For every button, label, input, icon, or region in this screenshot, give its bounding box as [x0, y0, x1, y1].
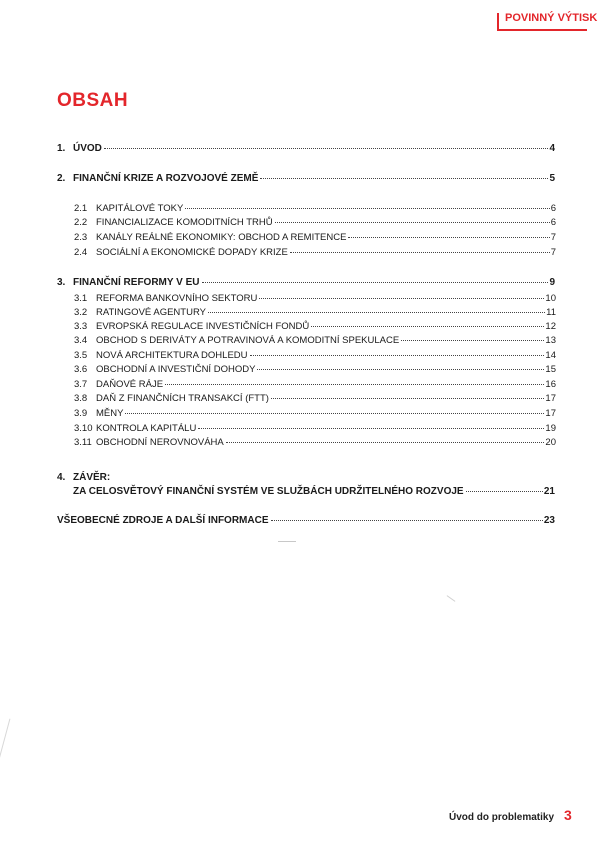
dot-leader	[125, 413, 544, 414]
toc-number: 3.5	[74, 350, 88, 361]
toc-label: REFORMA BANKOVNÍHO SEKTORU	[96, 293, 258, 304]
toc-label: ZA CELOSVĚTOVÝ FINANČNÍ SYSTÉM VE SLUŽBÁCH UDRŽITELNÉHO ROZVOJE	[73, 486, 464, 497]
toc-number: 3.8	[74, 393, 88, 404]
toc-label: DAŇOVÉ RÁJE	[96, 379, 164, 390]
dot-leader	[311, 326, 544, 327]
footer-section-title: Úvod do problematiky	[449, 812, 555, 823]
dot-leader	[271, 520, 543, 521]
toc-label: FINANČNÍ REFORMY V EU	[73, 277, 200, 288]
toc-label: ZÁVĚR:	[73, 472, 111, 483]
toc-label: MĚNY	[96, 408, 124, 419]
toc-subentry[interactable]	[74, 321, 556, 332]
scan-mark	[0, 719, 10, 760]
toc-label: OBCHOD S DERIVÁTY A POTRAVINOVÁ A KOMODITNÍ SPEKULACE	[96, 335, 400, 346]
toc-subentry[interactable]	[74, 335, 556, 346]
toc-page: 10	[545, 293, 556, 304]
toc-label: FINANČNÍ KRIZE A ROZVOJOVÉ ZEMĚ	[73, 173, 259, 184]
toc-number: 1.	[57, 143, 66, 154]
toc-page: 13	[545, 335, 556, 346]
toc-page: 9	[549, 277, 555, 288]
toc-subentry[interactable]	[74, 437, 556, 448]
toc-number: 3.7	[74, 379, 88, 390]
toc-entry-krize[interactable]	[57, 173, 555, 184]
dot-leader	[259, 298, 544, 299]
toc-page: 16	[545, 379, 556, 390]
toc-number: 3.4	[74, 335, 88, 346]
toc-number: 2.	[57, 173, 66, 184]
dot-leader	[348, 237, 549, 238]
dot-leader	[250, 355, 545, 356]
toc-subentry[interactable]	[74, 364, 556, 375]
toc-subentry[interactable]	[74, 408, 556, 419]
toc-label: VŠEOBECNÉ ZDROJE A DALŠÍ INFORMACE	[57, 515, 269, 526]
toc-label: NOVÁ ARCHITEKTURA DOHLEDU	[96, 350, 248, 361]
toc-page: 7	[550, 247, 556, 258]
toc-page: 15	[545, 364, 556, 375]
dot-leader	[104, 148, 549, 149]
toc-entry-zaver-heading	[57, 472, 110, 483]
toc-entry-uvod[interactable]	[57, 143, 555, 154]
toc-page: 4	[549, 143, 555, 154]
page-number: 3	[564, 807, 572, 823]
dot-leader	[290, 252, 550, 253]
toc-number: 3.6	[74, 364, 88, 375]
toc-page: 19	[545, 423, 556, 434]
dot-leader	[466, 491, 543, 492]
scan-mark	[278, 541, 296, 542]
toc-number: 2.4	[74, 247, 88, 258]
page-title: OBSAH	[57, 90, 129, 111]
toc-page: 17	[545, 408, 556, 419]
scan-mark	[447, 595, 456, 602]
toc-number: 2.3	[74, 232, 88, 243]
toc-subentry[interactable]	[74, 293, 556, 304]
toc-number: 3.10	[74, 423, 93, 434]
toc-number: 3.11	[74, 437, 92, 448]
toc-subentry[interactable]	[74, 423, 556, 434]
toc-page: 6	[550, 217, 556, 228]
toc-page: 14	[545, 350, 556, 361]
dot-leader	[257, 369, 544, 370]
toc-label: KONTROLA KAPITÁLU	[96, 423, 197, 434]
toc-label: KANÁLY REÁLNÉ EKONOMIKY: OBCHOD A REMITENCE	[96, 232, 347, 243]
toc-number: 3.3	[74, 321, 88, 332]
toc-subentry[interactable]	[74, 350, 556, 361]
toc-entry-zdroje[interactable]	[57, 515, 555, 526]
toc-page: 6	[550, 203, 556, 214]
toc-page: 11	[546, 307, 556, 318]
toc-number: 3.1	[74, 293, 88, 304]
toc-label: FINANCIALIZACE KOMODITNÍCH TRHŮ	[96, 217, 273, 228]
toc-page: 20	[545, 437, 556, 448]
stamp-text: POVINNÝ VÝTISK	[505, 12, 598, 24]
dot-leader	[260, 178, 548, 179]
toc-label: DAŇ Z FINANČNÍCH TRANSAKCÍ (FTT)	[96, 393, 269, 404]
toc-subentry[interactable]	[74, 379, 556, 390]
toc-label: ÚVOD	[73, 143, 102, 154]
dot-leader	[275, 222, 550, 223]
dot-leader	[226, 442, 545, 443]
dot-leader	[401, 340, 544, 341]
toc-page: 12	[545, 321, 556, 332]
toc-label: RATINGOVÉ AGENTURY	[96, 307, 206, 318]
toc-page: 23	[543, 515, 555, 526]
toc-subentry[interactable]	[74, 247, 556, 258]
toc-page: 5	[549, 173, 555, 184]
toc-number: 2.1	[74, 203, 88, 214]
toc-subentry[interactable]	[74, 203, 556, 214]
toc-page: 21	[543, 486, 555, 497]
toc-number: 2.2	[74, 217, 88, 228]
toc-page: 7	[550, 232, 556, 243]
toc-label: KAPITÁLOVÉ TOKY	[96, 203, 184, 214]
toc-number: 3.2	[74, 307, 88, 318]
toc-page: 17	[545, 393, 556, 404]
dot-leader	[271, 398, 544, 399]
dot-leader	[198, 428, 544, 429]
toc-subentry[interactable]	[74, 307, 556, 318]
dot-leader	[165, 384, 544, 385]
dot-leader	[202, 282, 549, 283]
dot-leader	[208, 312, 545, 313]
toc-subentry[interactable]	[74, 217, 556, 228]
toc-entry-zaver[interactable]	[73, 486, 555, 497]
toc-number: 3.9	[74, 408, 88, 419]
mandatory-copy-stamp	[497, 12, 598, 31]
dot-leader	[185, 208, 549, 209]
toc-number: 4.	[57, 472, 66, 483]
toc-subentry[interactable]	[74, 232, 556, 243]
toc-subentry[interactable]	[74, 393, 556, 404]
toc-label: SOCIÁLNÍ A EKONOMICKÉ DOPADY KRIZE	[96, 247, 288, 258]
toc-entry-reformy[interactable]	[57, 277, 555, 288]
toc-label: OBCHODNÍ NEROVNOVÁHA	[96, 437, 224, 448]
toc-number: 3.	[57, 277, 66, 288]
toc-label: OBCHODNÍ A INVESTIČNÍ DOHODY	[96, 364, 256, 375]
toc-label: EVROPSKÁ REGULACE INVESTIČNÍCH FONDŮ	[96, 321, 310, 332]
